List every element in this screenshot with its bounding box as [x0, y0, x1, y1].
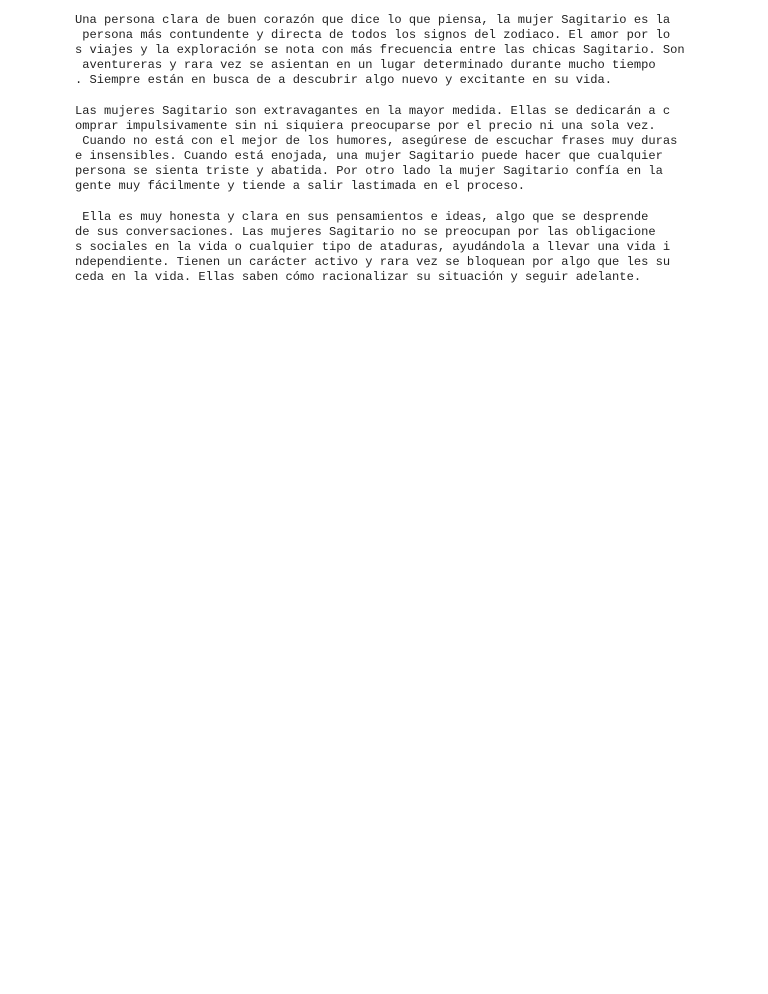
text-line: de sus conversaciones. Las mujeres Sagitario no se preocupan por las obligacione: [75, 225, 656, 239]
paragraph-3: [75, 210, 735, 285]
text-line: s viajes y la exploración se nota con más frecuencia entre las chicas Sagitario. Son: [75, 43, 685, 57]
text-line: Una persona clara de buen corazón que dice lo que piensa, la mujer Sagitario es la: [75, 13, 671, 27]
text-line: omprar impulsivamente sin ni siquiera preocuparse por el precio ni una sola vez.: [75, 119, 656, 133]
paragraph-2: [75, 104, 735, 194]
text-line: Cuando no está con el mejor de los humores, asegúrese de escuchar frases muy duras: [75, 134, 678, 148]
text-line: persona más contundente y directa de todos los signos del zodiaco. El amor por lo: [75, 28, 671, 42]
text-line: gente muy fácilmente y tiende a salir lastimada en el proceso.: [75, 179, 525, 193]
text-line: s sociales en la vida o cualquier tipo de ataduras, ayudándola a llevar una vida i: [75, 240, 671, 254]
text-line: e insensibles. Cuando está enojada, una mujer Sagitario puede hacer que cualquier: [75, 149, 663, 163]
text-line: aventureras y rara vez se asientan en un lugar determinado durante mucho tiempo: [75, 58, 656, 72]
document-page: [75, 13, 735, 301]
text-line: ceda en la vida. Ellas saben cómo racionalizar su situación y seguir adelante.: [75, 270, 642, 284]
text-line: . Siempre están en busca de a descubrir algo nuevo y excitante en su vida.: [75, 73, 613, 87]
text-line: persona se sienta triste y abatida. Por otro lado la mujer Sagitario confía en la: [75, 164, 663, 178]
paragraph-1: [75, 13, 735, 88]
text-line: Ella es muy honesta y clara en sus pensamientos e ideas, algo que se desprende: [75, 210, 649, 224]
text-line: ndependiente. Tienen un carácter activo y rara vez se bloquean por algo que les su: [75, 255, 671, 269]
text-line: Las mujeres Sagitario son extravagantes en la mayor medida. Ellas se dedicarán a c: [75, 104, 671, 118]
